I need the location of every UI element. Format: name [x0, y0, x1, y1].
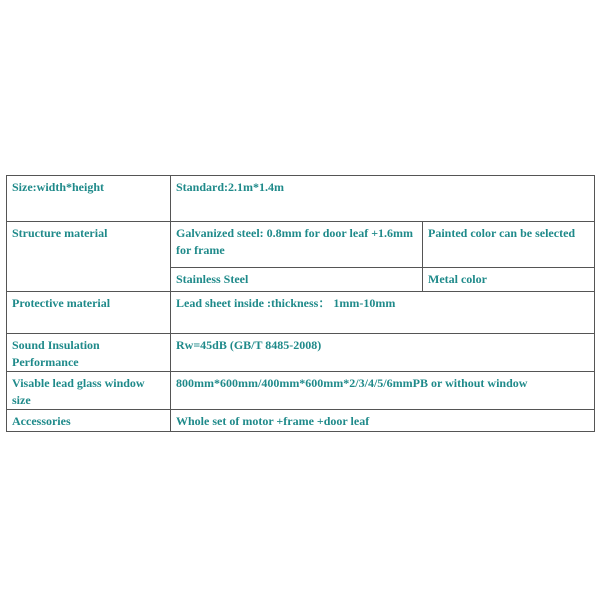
row-value: Galvanized steel: 0.8mm for door leaf +1.6mm for frame: [171, 222, 423, 268]
row-label: Accessories: [7, 410, 171, 432]
row-value: Whole set of motor +frame +door leaf: [171, 410, 595, 432]
table-row: [7, 372, 595, 410]
row-value: Standard:2.1m*1.4m: [171, 176, 595, 222]
row-value: Lead sheet inside :thickness： 1mm-10mm: [171, 292, 595, 334]
row-note: Painted color can be selected: [423, 222, 595, 268]
table-row: [7, 410, 595, 432]
row-value: 800mm*600mm/400mm*600mm*2/3/4/5/6mmPB or without window: [171, 372, 595, 410]
row-label: Sound Insulation Performance: [7, 334, 171, 372]
row-value: Rw=45dB (GB/T 8485-2008): [171, 334, 595, 372]
table-row: [7, 292, 595, 334]
row-value: Stainless Steel: [171, 268, 423, 292]
row-label: Protective material: [7, 292, 171, 334]
row-label: Structure material: [7, 222, 171, 292]
table-row: [7, 222, 595, 268]
row-label: Size:width*height: [7, 176, 171, 222]
table-row: [7, 334, 595, 372]
row-note: Metal color: [423, 268, 595, 292]
table-row: [7, 176, 595, 222]
spec-table: [6, 175, 595, 432]
row-label: Visable lead glass window size: [7, 372, 171, 410]
